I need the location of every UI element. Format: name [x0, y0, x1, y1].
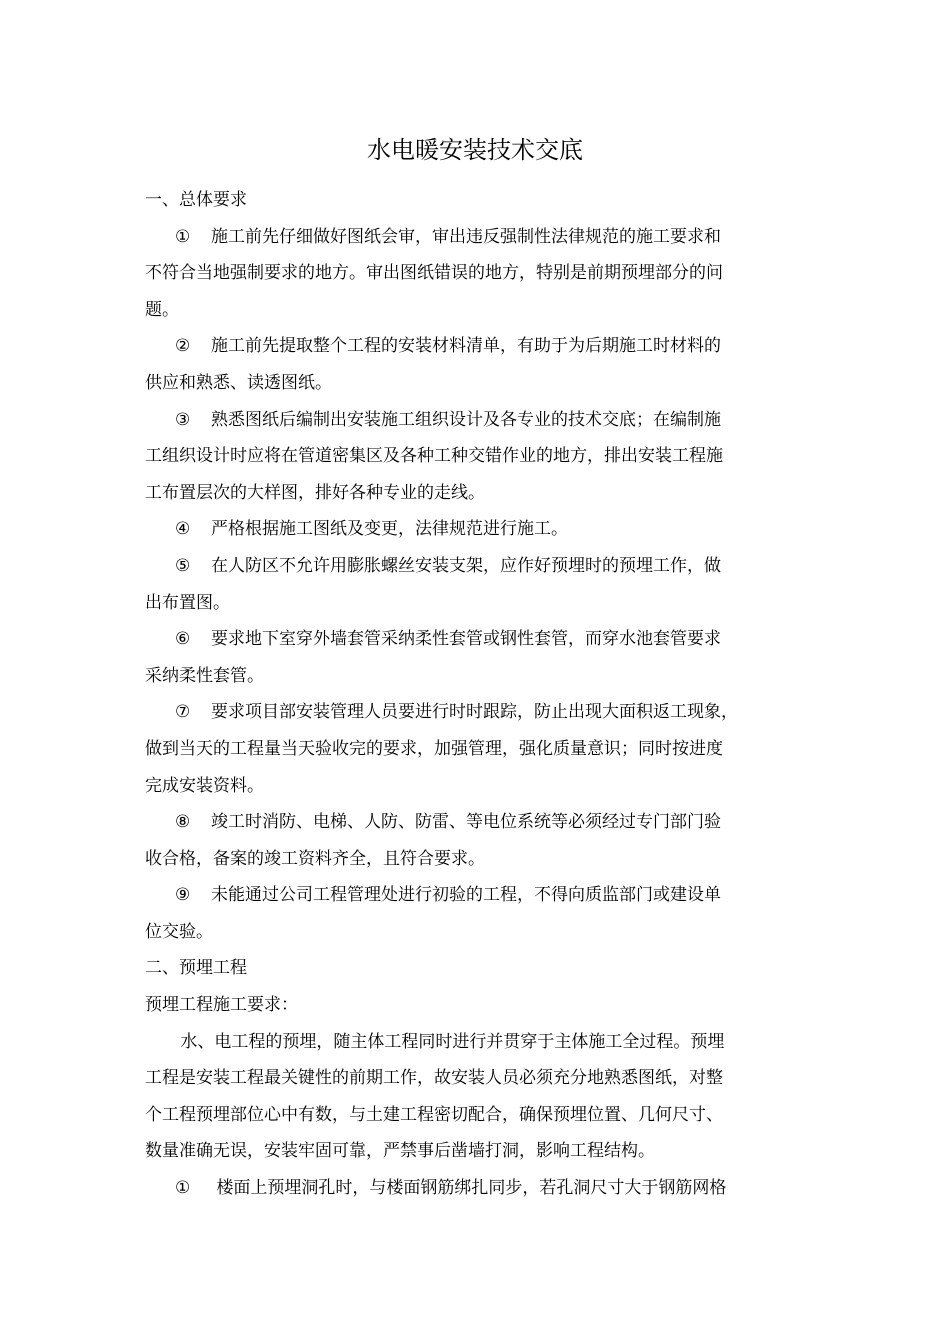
item-continuation: 做到当天的工程量当天验收完的要求，加强管理，强化质量意识；同时按进度: [145, 738, 723, 759]
document-body: [145, 182, 820, 1207]
section-heading: 一、总体要求: [145, 190, 247, 210]
item-text: 施工前先仔细做好图纸会审，审出违反强制性法律规范的施工要求和: [211, 226, 721, 247]
item-continuation: 出布置图。: [145, 592, 230, 613]
item-text: 未能通过公司工程管理处进行初验的工程，不得向质监部门或建设单: [211, 885, 721, 906]
item-number: ①: [175, 1178, 191, 1199]
item-continuation: 完成安装资料。: [145, 775, 264, 796]
item-number: ③: [175, 409, 191, 430]
list-item-first-line: [145, 328, 820, 365]
item-number: ①: [175, 226, 191, 247]
item-text: 要求地下室穿外墙套管采纳柔性套管或钢性套管，而穿水池套管要求: [211, 629, 721, 650]
list-item-first-line: [145, 511, 820, 548]
item-continuation: 不符合当地强制要求的地方。审出图纸错误的地方，特别是前期预埋部分的问: [145, 263, 723, 284]
item-number: ⑨: [175, 885, 191, 906]
item-continuation: 工组织设计时应将在管道密集区及各种工种交错作业的地方，排出安装工程施: [145, 446, 723, 467]
paragraph-line: 水、电工程的预埋，随主体工程同时进行并贯穿于主体施工全过程。预埋: [175, 1031, 725, 1052]
item-continuation: 采纳柔性套管。: [145, 665, 264, 686]
item-continuation: 供应和熟悉、读透图纸。: [145, 372, 332, 393]
section-heading: 二、预埋工程: [145, 958, 247, 979]
item-continuation: 位交验。: [145, 921, 213, 942]
item-text: 严格根据施工图纸及变更，法律规范进行施工。: [211, 519, 568, 540]
item-continuation: 题。: [145, 299, 179, 320]
list-item-first-line: [145, 1170, 820, 1207]
list-item-first-line: [145, 877, 820, 914]
item-number: ④: [175, 519, 191, 540]
item-text: 楼面上预埋洞孔时，与楼面钢筋绑扎同步，若孔洞尺寸大于钢筋网格: [211, 1178, 727, 1199]
item-continuation: 收合格，备案的竣工资料齐全，且符合要求。: [145, 848, 485, 869]
item-number: ⑦: [175, 702, 191, 723]
list-item-first-line: [145, 402, 820, 439]
list-item-first-line: [145, 548, 820, 585]
list-item-first-line: [145, 804, 820, 841]
item-number: ⑥: [175, 629, 191, 650]
section-subheading: 预埋工程施工要求：: [145, 995, 298, 1016]
list-item-first-line: [145, 694, 820, 731]
document-title: 水电暖安装技术交底: [367, 136, 583, 164]
item-continuation: 工布置层次的大样图，排好各种专业的走线。: [145, 482, 485, 503]
item-text: 施工前先提取整个工程的安装材料清单，有助于为后期施工时材料的: [211, 336, 721, 357]
item-text: 要求项目部安装管理人员要进行时时跟踪，防止出现大面积返工现象，: [211, 702, 738, 723]
list-item-first-line: [145, 621, 820, 658]
item-text: 在人防区不允许用膨胀螺丝安装支架，应作好预埋时的预埋工作，做: [211, 555, 721, 576]
list-item-first-line: [145, 219, 820, 256]
item-text: 竣工时消防、电梯、人防、防雷、等电位系统等必须经过专门部门验: [211, 812, 721, 833]
item-text: 熟悉图纸后编制出安装施工组织设计及各专业的技术交底；在编制施: [211, 409, 721, 430]
paragraph-line: 工程是安装工程最关键性的前期工作，故安装人员必须充分地熟悉图纸，对整: [145, 1068, 723, 1089]
paragraph-line: 个工程预埋部位心中有数，与土建工程密切配合，确保预埋位置、几何尺寸、: [145, 1104, 723, 1125]
paragraph-line: 数量准确无误，安装牢固可靠，严禁事后凿墙打洞，影响工程结构。: [145, 1141, 655, 1162]
item-number: ⑧: [175, 812, 191, 833]
item-number: ②: [175, 336, 191, 357]
item-number: ⑤: [175, 555, 191, 576]
